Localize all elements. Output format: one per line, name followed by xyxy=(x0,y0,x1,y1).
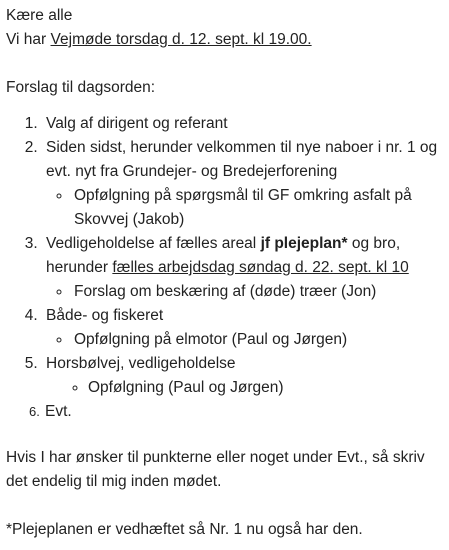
agenda-item-1-label: Valg af dirigent og referant xyxy=(46,115,228,132)
agenda-item-6 xyxy=(29,400,449,424)
agenda-subitem xyxy=(88,376,449,400)
agenda-item-2 xyxy=(42,136,449,232)
agenda-list xyxy=(6,112,449,424)
agenda-subitem-label: Opfølgning på elmotor (Paul og Jørgen) xyxy=(74,331,348,348)
agenda-subitem-label: Opfølgning på spørgsmål til GF omkring asfalt på Skovvej (Jakob) xyxy=(74,187,412,228)
agenda-item-3-text-c: og bro, herunder xyxy=(46,235,401,276)
agenda-item-5 xyxy=(42,352,449,400)
agenda-item-5-sublist xyxy=(46,376,449,400)
greeting: Kære alle xyxy=(6,7,73,24)
intro-line xyxy=(6,28,449,52)
agenda-subitem-label: Forslag om beskæring af (døde) træer (Jon) xyxy=(74,283,377,300)
work-day-date: fælles arbejdsdag søndag d. 22. sept. kl 10 xyxy=(112,259,409,276)
agenda-item-1 xyxy=(42,112,449,136)
agenda-subitem xyxy=(72,184,449,232)
agenda-item-4-label: Både- og fiskeret xyxy=(46,307,164,324)
agenda-title: Forslag til dagsorden: xyxy=(6,79,156,96)
agenda-item-4-sublist xyxy=(46,328,449,352)
agenda-item-4 xyxy=(42,304,449,352)
meeting-date: Vejmøde torsdag d. 12. sept. kl 19.00. xyxy=(50,31,312,48)
intro-prefix: Vi har xyxy=(6,31,51,48)
agenda-item-2-label: Siden sidst, herunder velkommen til nye naboer i nr. 1 og evt. nyt fra Grundejer- og Bredejerforening xyxy=(46,139,438,180)
agenda-subitem xyxy=(72,328,449,352)
agenda-item-6-number: 6. xyxy=(29,404,40,419)
plejeplan-ref: jf plejeplan* xyxy=(260,235,348,252)
agenda-item-3-sublist xyxy=(46,280,449,304)
closing-paragraph: Hvis I har ønsker til punkterne eller noget under Evt., så skriv det endelig til mig inden mødet. xyxy=(6,449,425,490)
agenda-subitem-label: Opfølgning (Paul og Jørgen) xyxy=(88,379,284,396)
agenda-item-2-sublist xyxy=(46,184,449,232)
agenda-item-6-label: Evt. xyxy=(45,403,72,420)
agenda-item-3 xyxy=(42,232,449,304)
agenda-subitem xyxy=(72,280,449,304)
footnote: *Plejeplanen er vedhæftet så Nr. 1 nu også har den. xyxy=(6,521,363,538)
agenda-item-5-label: Horsbølvej, vedligeholdelse xyxy=(46,355,236,372)
agenda-item-3-text-a: Vedligeholdelse af fælles areal xyxy=(46,235,261,252)
